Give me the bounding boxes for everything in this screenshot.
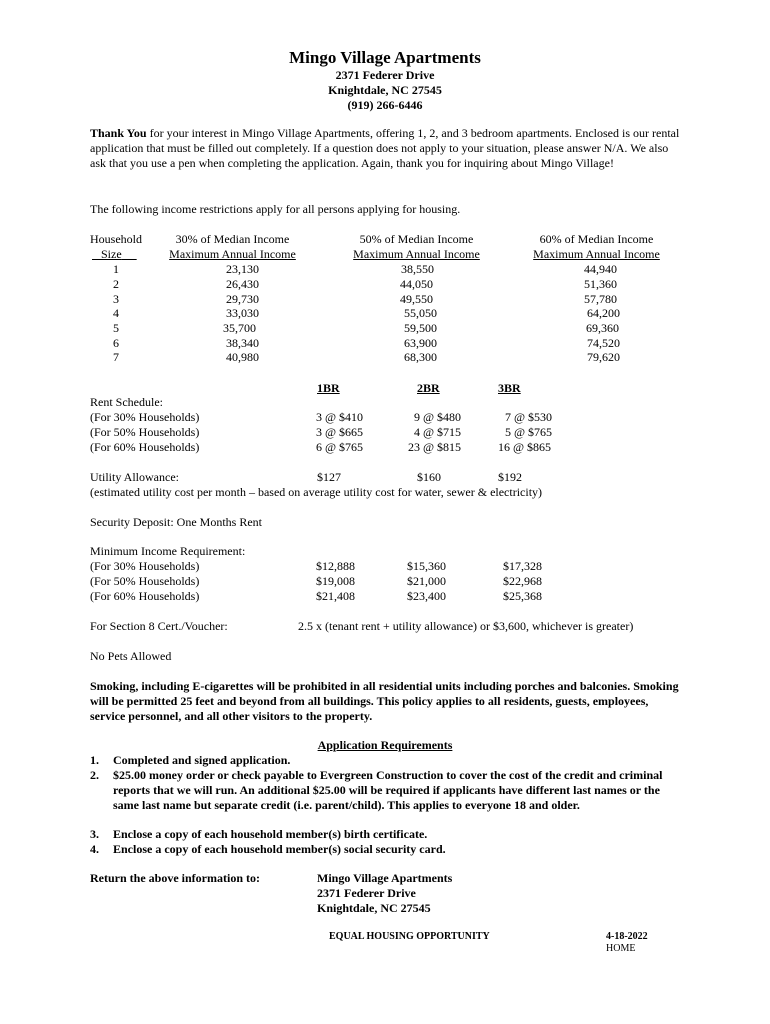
return-line-2: 2371 Federer Drive (317, 886, 416, 900)
list-text: $25.00 money order or check payable to Evergreen Construction to cover the cost of the credit and criminal reports that we will run. An additional $25.00 will be required if applicants have different last names or the same last name but separate credit (i.e. parent/child). This applies to everyone 18 and older. (113, 768, 663, 812)
household-size: 4 (113, 306, 119, 320)
rent-row-label: (For 60% Households) (90, 440, 200, 454)
rent-row-label: (For 50% Households) (90, 425, 200, 439)
income-30: 35,700 (223, 321, 256, 335)
footer-date: 4-18-2022 (606, 931, 648, 942)
income-30: 29,730 (226, 292, 259, 306)
col-header-60-sub: Maximum Annual Income (533, 247, 660, 261)
min-income-2br: $23,400 (407, 589, 446, 603)
intro-paragraph (90, 126, 685, 171)
security-deposit: Security Deposit: One Months Rent (90, 515, 262, 529)
list-item (90, 842, 680, 857)
list-text: Completed and signed application. (113, 753, 291, 767)
income-30: 23,130 (226, 262, 259, 276)
household-size: 6 (113, 336, 119, 350)
min-income-2br: $15,360 (407, 559, 446, 573)
return-line-1: Mingo Village Apartments (317, 871, 453, 885)
col-header-50-sub: Maximum Annual Income (353, 247, 480, 261)
address-line-2: Knightdale, NC 27545 (328, 83, 442, 97)
requirements-title: Application Requirements (317, 738, 453, 752)
col-header-size: Size (101, 247, 122, 261)
col-header-50: 50% of Median Income (359, 232, 474, 246)
household-size: 5 (113, 321, 119, 335)
utility-2br: $160 (417, 470, 441, 484)
col-header-30: 30% of Median Income (175, 232, 290, 246)
min-income-3br: $17,328 (503, 559, 542, 573)
utility-note: (estimated utility cost per month – based on average utility cost for water, sewer & electricity) (90, 485, 543, 499)
income-60: 79,620 (587, 350, 620, 364)
income-30: 38,340 (226, 336, 259, 350)
income-60: 51,360 (584, 277, 617, 291)
list-number: 1. (90, 753, 99, 767)
income-60: 64,200 (587, 306, 620, 320)
household-size: 3 (113, 292, 119, 306)
min-income-1br: $19,008 (316, 574, 355, 588)
col-header-household: Household (90, 232, 142, 246)
income-50: 49,550 (400, 292, 433, 306)
income-30: 40,980 (226, 350, 259, 364)
list-item (90, 768, 680, 813)
min-income-row-label: (For 30% Households) (90, 559, 200, 573)
household-size: 2 (113, 277, 119, 291)
utility-3br: $192 (498, 470, 522, 484)
smoking-policy: Smoking, including E-cigarettes will be prohibited in all residential units including porches and balconies. Smoking will be permitted 25 feet and beyond from all buildings. This policy applies to all residents, guests, employees, service personnel, and all other visitors to the property. (90, 679, 679, 723)
min-income-1br: $21,408 (316, 589, 355, 603)
income-60: 44,940 (584, 262, 617, 276)
section8-label: For Section 8 Cert./Voucher: (90, 619, 228, 633)
col-header-60: 60% of Median Income (539, 232, 654, 246)
intro-lead: Thank You (90, 126, 147, 140)
min-income-1br: $12,888 (316, 559, 355, 573)
rent-1br: 3 @ $410 (316, 410, 364, 424)
rent-3br: 7 @ $530 (505, 410, 553, 424)
income-60: 74,520 (587, 336, 620, 350)
rent-schedule-label: Rent Schedule: (90, 395, 163, 409)
rent-2br: 9 @ $480 (414, 410, 462, 424)
income-60: 57,780 (584, 292, 617, 306)
income-50: 68,300 (404, 350, 437, 364)
rent-1br: 6 @ $765 (316, 440, 364, 454)
household-size: 7 (113, 350, 119, 364)
footer-code: HOME (606, 943, 636, 954)
utility-label: Utility Allowance: (90, 470, 179, 484)
intro-text: for your interest in Mingo Village Apartments, offering 1, 2, and 3 bedroom apartments. Enclosed is our rental application that must be filled out completely. If a question does not apply to your situation, please answer N/A. We also ask that you use a pen when completing the application. Again, thank you for inquiring about Mingo Village! (90, 126, 680, 170)
min-income-label: Minimum Income Requirement: (90, 544, 246, 558)
rent-row-label: (For 30% Households) (90, 410, 200, 424)
list-number: 2. (90, 768, 99, 782)
income-30: 33,030 (226, 306, 259, 320)
unit-header-1br: 1BR (317, 381, 340, 395)
page-title: Mingo Village Apartments (289, 48, 481, 67)
household-size: 1 (113, 262, 119, 276)
rent-3br: 16 @ $865 (498, 440, 552, 454)
return-label: Return the above information to: (90, 871, 260, 885)
list-number: 3. (90, 827, 99, 841)
income-50: 63,900 (404, 336, 437, 350)
list-item (90, 753, 680, 768)
min-income-3br: $25,368 (503, 589, 542, 603)
min-income-row-label: (For 50% Households) (90, 574, 200, 588)
min-income-row-label: (For 60% Households) (90, 589, 200, 603)
section8-text: 2.5 x (tenant rent + utility allowance) or $3,600, whichever is greater) (298, 619, 634, 633)
list-text: Enclose a copy of each household member(s) birth certificate. (113, 827, 428, 841)
unit-header-2br: 2BR (417, 381, 440, 395)
col-header-30-sub: Maximum Annual Income (169, 247, 296, 261)
rent-3br: 5 @ $765 (505, 425, 553, 439)
pets-policy: No Pets Allowed (90, 649, 172, 663)
list-text: Enclose a copy of each household member(s) social security card. (113, 842, 446, 856)
income-50: 44,050 (400, 277, 433, 291)
min-income-2br: $21,000 (407, 574, 446, 588)
utility-1br: $127 (317, 470, 341, 484)
rent-1br: 3 @ $665 (316, 425, 364, 439)
income-50: 59,500 (404, 321, 437, 335)
income-50: 55,050 (404, 306, 437, 320)
list-number: 4. (90, 842, 99, 856)
min-income-3br: $22,968 (503, 574, 542, 588)
phone-number: (919) 266-6446 (347, 98, 423, 112)
list-item (90, 827, 680, 842)
return-line-3: Knightdale, NC 27545 (317, 901, 431, 915)
rent-2br: 23 @ $815 (408, 440, 462, 454)
equal-housing-opportunity: EQUAL HOUSING OPPORTUNITY (329, 931, 490, 942)
address-line-1: 2371 Federer Drive (335, 68, 435, 82)
unit-header-3br: 3BR (498, 381, 521, 395)
income-30: 26,430 (226, 277, 259, 291)
rent-2br: 4 @ $715 (414, 425, 462, 439)
income-50: 38,550 (401, 262, 434, 276)
income-60: 69,360 (586, 321, 619, 335)
income-intro: The following income restrictions apply for all persons applying for housing. (90, 202, 461, 216)
